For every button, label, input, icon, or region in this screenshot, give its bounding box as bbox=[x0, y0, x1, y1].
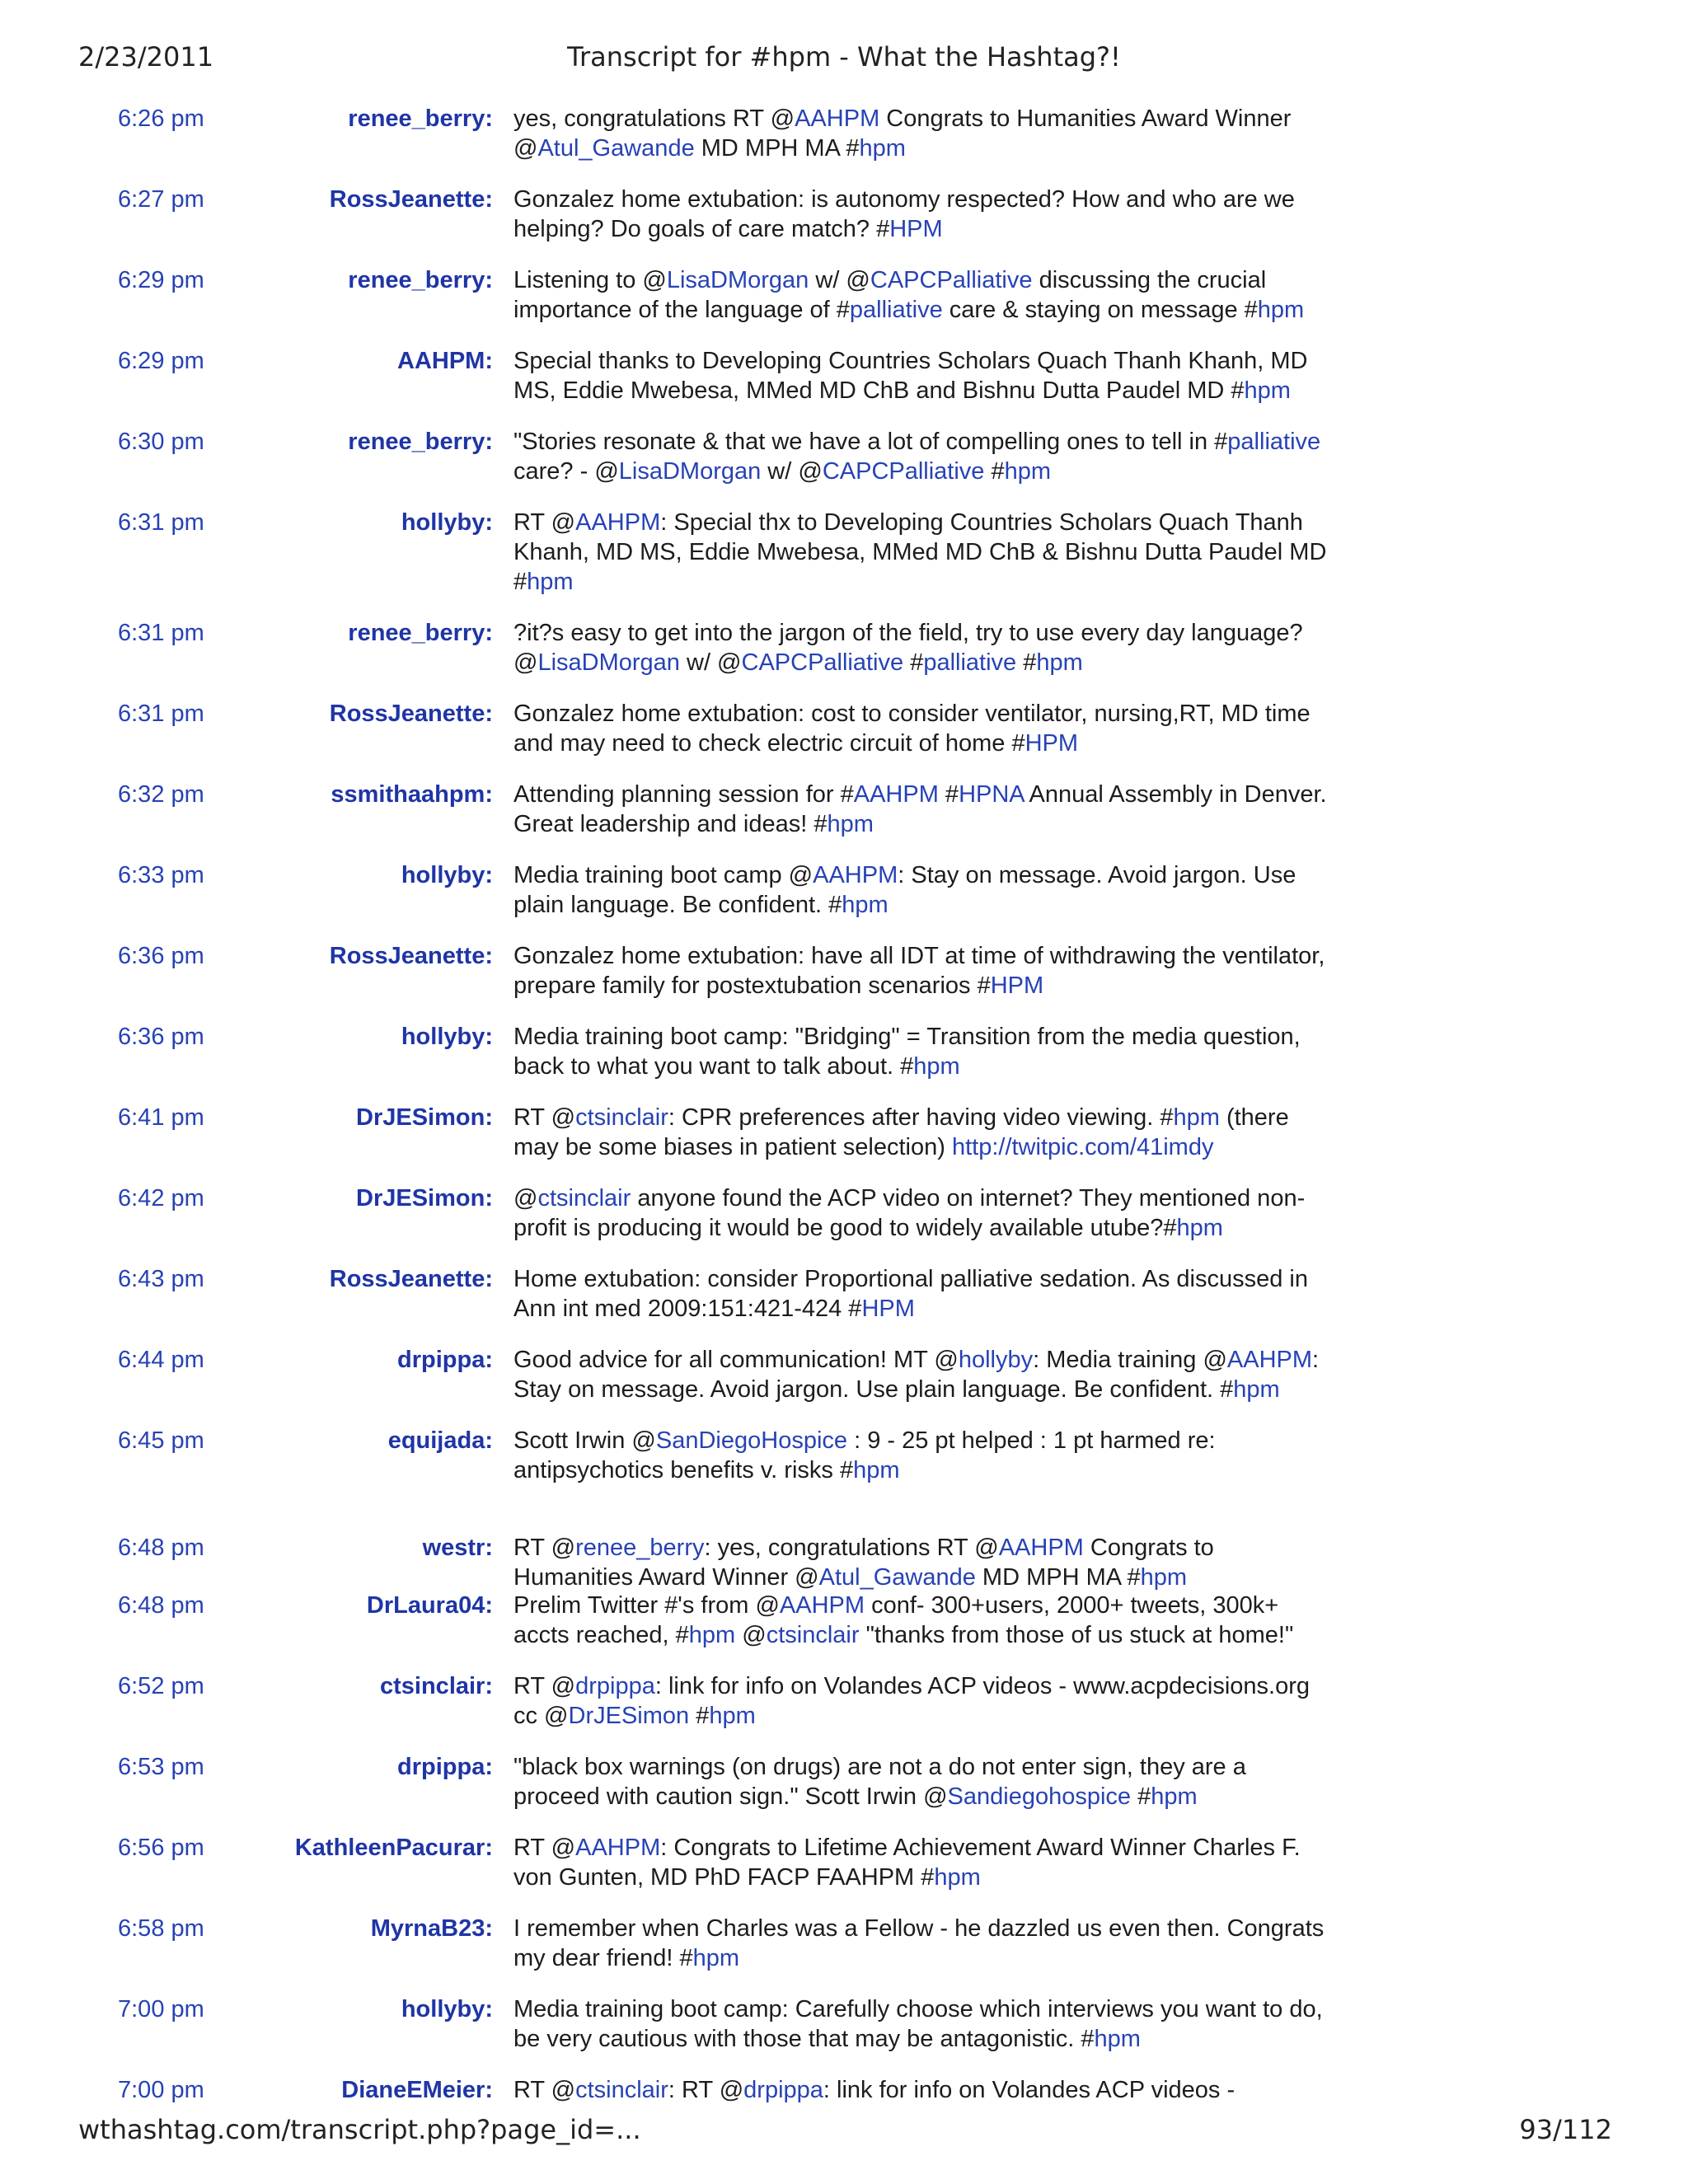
tweet-username[interactable]: drpippa: bbox=[397, 1754, 493, 1780]
tweet-link[interactable]: CAPCPalliative bbox=[822, 458, 985, 485]
tweet-username[interactable]: MyrnaB23: bbox=[370, 1915, 493, 1942]
tweet-link[interactable]: AAHPM bbox=[853, 781, 939, 808]
tweet-text-segment: Media training boot camp: "Bridging" = Transition from the media question, back to what you want to talk about. # bbox=[513, 1024, 1301, 1080]
tweet-username[interactable]: renee_berry: bbox=[348, 429, 493, 455]
tweet-text-segment: RT @ bbox=[513, 1835, 576, 1861]
tweet-link[interactable]: ctsinclair bbox=[575, 2077, 668, 2103]
tweet-link[interactable]: hpm bbox=[1004, 458, 1052, 485]
tweet-username[interactable]: DrJESimon: bbox=[356, 1104, 493, 1131]
tweet-text-segment: anyone found the ACP video on internet? They mentioned non-profit is producing it would be good to widely available utube?# bbox=[513, 1185, 1306, 1241]
tweet-time[interactable]: 6:53 pm bbox=[118, 1754, 204, 1780]
tweet-link[interactable]: ctsinclair bbox=[537, 1185, 631, 1212]
tweet-text bbox=[513, 618, 1338, 677]
tweet-text-segment: Congrats to Humanities Award Winner @ bbox=[513, 105, 1292, 162]
tweet-link[interactable]: HPNA bbox=[959, 781, 1025, 808]
tweet-link[interactable]: LisaDMorgan bbox=[537, 649, 680, 676]
tweet-time[interactable]: 6:58 pm bbox=[118, 1915, 204, 1942]
tweet-text bbox=[513, 265, 1338, 325]
tweet-text-segment: RT @ bbox=[513, 2077, 576, 2103]
tweet-link[interactable]: Atul_Gawande bbox=[537, 135, 695, 162]
tweet-link[interactable]: ctsinclair bbox=[575, 1104, 668, 1131]
tweet-time[interactable]: 6:29 pm bbox=[118, 348, 204, 374]
tweet-text-segment: MD MPH MA # bbox=[694, 135, 860, 162]
tweet-link[interactable]: HPM bbox=[861, 1296, 915, 1322]
tweet-text-segment: RT @ bbox=[513, 1535, 576, 1561]
tweet-username[interactable]: hollyby: bbox=[401, 862, 493, 888]
tweet-text-segment: Annual Assembly in Denver. Great leadership and ideas! # bbox=[513, 781, 1327, 837]
tweet-text-segment: : yes, congratulations RT @ bbox=[704, 1535, 999, 1561]
tweet-time[interactable]: 6:48 pm bbox=[118, 1592, 204, 1619]
tweet-time[interactable]: 6:27 pm bbox=[118, 186, 204, 213]
tweet-text bbox=[513, 508, 1338, 597]
tweet-text-segment: # bbox=[1131, 1783, 1151, 1810]
tweet-text-segment: Media training boot camp @ bbox=[513, 862, 814, 888]
page-title: Transcript for #hpm - What the Hashtag?! bbox=[567, 41, 1121, 73]
tweet-text-segment: : Media training @ bbox=[1033, 1347, 1227, 1373]
tweet-time[interactable]: 6:32 pm bbox=[118, 781, 204, 808]
tweet-text-segment: Media training boot camp: Carefully choose which interviews you want to do, be very cautious with those that may be antagonistic. # bbox=[513, 1996, 1323, 2052]
tweet-text-segment: care? - @ bbox=[513, 458, 619, 485]
tweet-text-segment: yes, congratulations RT @ bbox=[513, 105, 795, 132]
tweet-text-segment: Home extubation: consider Proportional palliative sedation. As discussed in Ann int med 2009:151:421-424 # bbox=[513, 1266, 1308, 1322]
tweet-time[interactable]: 6:29 pm bbox=[118, 267, 204, 293]
tweet-time[interactable]: 6:36 pm bbox=[118, 943, 204, 969]
tweet-text bbox=[513, 1833, 1338, 1892]
tweet-time[interactable]: 6:31 pm bbox=[118, 620, 204, 646]
tweet-time[interactable]: 6:44 pm bbox=[118, 1347, 204, 1373]
tweet-username[interactable]: RossJeanette: bbox=[329, 186, 493, 213]
tweet-text-segment: Congrats to Humanities Award Winner @ bbox=[513, 1535, 1214, 1591]
tweet-text-segment: # bbox=[984, 458, 1005, 485]
tweet-link[interactable]: HPM bbox=[1025, 730, 1079, 757]
tweet-text-segment: (there may be some biases in patient selection) bbox=[513, 1104, 1289, 1160]
tweet-text-segment: # bbox=[689, 1703, 710, 1729]
tweet-text-segment: : Congrats to Lifetime Achievement Award Winner Charles F. von Gunten, MD PhD FACP FAAHPM # bbox=[513, 1835, 1301, 1891]
tweet-username[interactable]: ssmithaahpm: bbox=[331, 781, 493, 808]
tweet-link[interactable]: AAHPM bbox=[575, 1835, 661, 1861]
tweet-text bbox=[513, 1752, 1338, 1811]
tweet-link[interactable]: hpm bbox=[913, 1053, 960, 1080]
tweet-username[interactable]: hollyby: bbox=[401, 509, 493, 536]
tweet-link[interactable]: hpm bbox=[527, 569, 574, 595]
tweet-text-segment: : RT @ bbox=[668, 2077, 744, 2103]
tweet-link[interactable]: palliative bbox=[1227, 429, 1321, 455]
tweet-text-segment: "Stories resonate & that we have a lot of compelling ones to tell in # bbox=[513, 429, 1228, 455]
tweet-username[interactable]: renee_berry: bbox=[348, 105, 493, 132]
tweet-time[interactable]: 6:56 pm bbox=[118, 1835, 204, 1861]
tweet-username[interactable]: hollyby: bbox=[401, 1024, 493, 1050]
tweet-text-segment: @ bbox=[513, 1185, 538, 1212]
tweet-text-segment: I remember when Charles was a Fellow - he dazzled us even then. Congrats my dear friend! # bbox=[513, 1915, 1325, 1971]
tweet-link[interactable]: palliative bbox=[923, 649, 1017, 676]
tweet-text-segment: RT @ bbox=[513, 509, 576, 536]
tweet-text bbox=[513, 1591, 1338, 1650]
tweet-time[interactable]: 6:31 pm bbox=[118, 701, 204, 727]
tweet-text-segment: : CPR preferences after having video viewing. # bbox=[668, 1104, 1174, 1131]
tweet-text bbox=[513, 1103, 1338, 1162]
tweet-text bbox=[513, 1533, 1338, 1592]
tweet-link[interactable]: CAPCPalliative bbox=[870, 267, 1033, 293]
tweet-link[interactable]: drpippa bbox=[575, 1673, 655, 1699]
tweet-username[interactable]: equijada: bbox=[387, 1427, 493, 1454]
tweet-username[interactable]: renee_berry: bbox=[348, 267, 493, 293]
tweet-link[interactable]: hpm bbox=[1233, 1376, 1280, 1403]
tweet-text-segment: ?it?s easy to get into the jargon of the field, try to use every day language? @ bbox=[513, 620, 1303, 676]
tweet-time[interactable]: 6:42 pm bbox=[118, 1185, 204, 1212]
tweet-text-segment: w/ @ bbox=[761, 458, 823, 485]
tweet-link[interactable]: hpm bbox=[1176, 1215, 1223, 1241]
tweet-link[interactable]: hpm bbox=[1036, 649, 1083, 676]
tweet-username[interactable]: DrJESimon: bbox=[356, 1185, 493, 1212]
tweet-text-segment: conf- 300+users, 2000+ tweets, 300k+ accts reached, # bbox=[513, 1592, 1279, 1648]
tweet-text-segment: # bbox=[903, 649, 924, 676]
tweet-link[interactable]: LisaDMorgan bbox=[618, 458, 762, 485]
tweet-text bbox=[513, 346, 1338, 405]
tweet-time[interactable]: 7:00 pm bbox=[118, 1996, 204, 2022]
tweet-text bbox=[513, 427, 1338, 486]
tweet-link[interactable]: AAHPM bbox=[813, 862, 898, 888]
tweet-link[interactable]: renee_berry bbox=[575, 1535, 705, 1561]
tweet-text bbox=[513, 699, 1338, 758]
tweet-link[interactable]: hpm bbox=[859, 135, 906, 162]
page-number: 93/112 bbox=[1519, 2114, 1612, 2145]
tweet-text-segment: : Stay on message. Avoid jargon. Use plain language. Be confident. # bbox=[513, 1347, 1320, 1403]
tweet-time[interactable]: 6:43 pm bbox=[118, 1266, 204, 1292]
tweet-text-segment: : Stay on message. Avoid jargon. Use plain language. Be confident. # bbox=[513, 862, 1296, 918]
tweet-text bbox=[513, 1022, 1338, 1081]
tweet-text-segment: MD MPH MA # bbox=[975, 1564, 1141, 1591]
tweet-link[interactable]: hpm bbox=[1140, 1564, 1188, 1591]
tweet-text-segment: Attending planning session for # bbox=[513, 781, 854, 808]
tweet-link[interactable]: hpm bbox=[1094, 2026, 1141, 2052]
tweet-username[interactable]: RossJeanette: bbox=[329, 1266, 493, 1292]
tweet-time[interactable]: 6:31 pm bbox=[118, 509, 204, 536]
tweet-link[interactable]: hollyby bbox=[958, 1347, 1034, 1373]
tweet-text-segment: # bbox=[1016, 649, 1037, 676]
tweet-username[interactable]: DianeEMeier: bbox=[341, 2077, 493, 2103]
tweet-link[interactable]: LisaDMorgan bbox=[666, 267, 809, 293]
tweet-time[interactable]: 6:36 pm bbox=[118, 1024, 204, 1050]
tweet-link[interactable]: AAHPM bbox=[575, 509, 661, 536]
tweet-link[interactable]: hpm bbox=[1173, 1104, 1220, 1131]
tweet-text-segment: w/ @ bbox=[679, 649, 742, 676]
tweet-text bbox=[513, 860, 1338, 920]
tweet-text-segment: # bbox=[938, 781, 959, 808]
tweet-link[interactable]: SanDiegoHospice bbox=[655, 1427, 848, 1454]
tweet-link[interactable]: DrJESimon bbox=[568, 1703, 690, 1729]
tweet-text-segment: : link for info on Volandes ACP videos - bbox=[823, 2077, 1236, 2103]
tweet-link[interactable]: http://twitpic.com/41imdy bbox=[951, 1134, 1214, 1160]
tweet-time[interactable]: 7:00 pm bbox=[118, 2077, 204, 2103]
tweet-text-segment: w/ @ bbox=[809, 267, 870, 293]
tweet-time[interactable]: 6:45 pm bbox=[118, 1427, 204, 1454]
tweet-link[interactable]: hpm bbox=[688, 1622, 736, 1648]
tweet-text-segment: @ bbox=[735, 1622, 767, 1648]
tweet-text bbox=[513, 1914, 1338, 1973]
tweet-link[interactable]: hpm bbox=[709, 1703, 756, 1729]
tweet-text-segment: Special thanks to Developing Countries Scholars Quach Thanh Khanh, MD MS, Eddie Mwebesa, MMed MD ChB and Bishnu Dutta Paudel MD # bbox=[513, 348, 1308, 404]
tweet-text-segment: Gonzalez home extubation: have all IDT at time of withdrawing the ventilator, prepare family for postextubation scenarios # bbox=[513, 943, 1325, 999]
tweet-link[interactable]: CAPCPalliative bbox=[741, 649, 904, 676]
tweet-link[interactable]: hpm bbox=[1151, 1783, 1198, 1810]
tweet-time[interactable]: 6:30 pm bbox=[118, 429, 204, 455]
tweet-link[interactable]: AAHPM bbox=[795, 105, 880, 132]
tweet-text-segment: Gonzalez home extubation: is autonomy respected? How and who are we helping? Do goals of care match? # bbox=[513, 186, 1295, 242]
tweet-link[interactable]: ctsinclair bbox=[766, 1622, 860, 1648]
tweet-text-segment: Listening to @ bbox=[513, 267, 667, 293]
tweet-link[interactable]: HPM bbox=[889, 216, 943, 242]
tweet-username[interactable]: RossJeanette: bbox=[329, 701, 493, 727]
tweet-username[interactable]: westr: bbox=[422, 1535, 493, 1561]
tweet-text-segment: discussing the crucial importance of the language of # bbox=[513, 267, 1267, 323]
tweet-text bbox=[513, 1994, 1338, 2054]
tweet-link[interactable]: palliative bbox=[849, 297, 943, 323]
tweet-text bbox=[513, 185, 1338, 244]
footer-url: wthashtag.com/transcript.php?page_id=... bbox=[78, 2114, 641, 2145]
tweet-username[interactable]: drpippa: bbox=[397, 1347, 493, 1373]
tweet-text-segment: RT @ bbox=[513, 1673, 576, 1699]
tweet-text-segment: "black box warnings (on drugs) are not a do not enter sign, they are a proceed with caution sign." Scott Irwin @ bbox=[513, 1754, 1246, 1810]
tweet-link[interactable]: hpm bbox=[692, 1945, 740, 1971]
tweet-text-segment: Scott Irwin @ bbox=[513, 1427, 656, 1454]
tweet-link[interactable]: AAHPM bbox=[1226, 1347, 1313, 1373]
tweet-username[interactable]: hollyby: bbox=[401, 1996, 493, 2022]
tweet-time[interactable]: 6:52 pm bbox=[118, 1673, 204, 1699]
tweet-link[interactable]: hpm bbox=[842, 892, 889, 918]
tweet-username[interactable]: DrLaura04: bbox=[366, 1592, 493, 1619]
tweet-text-segment: Good advice for all communication! MT @ bbox=[513, 1347, 959, 1373]
tweet-text-segment: "thanks from those of us stuck at home!" bbox=[859, 1622, 1294, 1648]
tweet-username[interactable]: KathleenPacurar: bbox=[294, 1835, 493, 1861]
tweet-text bbox=[513, 2075, 1338, 2105]
tweet-text bbox=[513, 1183, 1338, 1243]
tweet-text-segment: Prelim Twitter #'s from @ bbox=[513, 1592, 780, 1619]
tweet-time[interactable]: 6:33 pm bbox=[118, 862, 204, 888]
tweet-link[interactable]: hpm bbox=[934, 1864, 981, 1891]
tweet-link[interactable]: hpm bbox=[1244, 377, 1291, 404]
tweet-link[interactable]: hpm bbox=[853, 1457, 900, 1483]
tweet-time[interactable]: 6:26 pm bbox=[118, 105, 204, 132]
tweet-time[interactable]: 6:41 pm bbox=[118, 1104, 204, 1131]
tweet-username[interactable]: AAHPM: bbox=[397, 348, 493, 374]
tweet-link[interactable]: hpm bbox=[827, 811, 874, 837]
tweet-text-segment: : 9 - 25 pt helped : 1 pt harmed re: antipsychotics benefits v. risks # bbox=[513, 1427, 1216, 1483]
tweet-text bbox=[513, 104, 1338, 163]
tweet-username[interactable]: renee_berry: bbox=[348, 620, 493, 646]
tweet-text-segment: Gonzalez home extubation: cost to consider ventilator, nursing,RT, MD time and may need to check electric circuit of home # bbox=[513, 701, 1311, 757]
tweet-link[interactable]: AAHPM bbox=[779, 1592, 865, 1619]
print-date: 2/23/2011 bbox=[78, 41, 214, 73]
tweet-text-segment: : link for info on Volandes ACP videos - www.acpdecisions.org cc @ bbox=[513, 1673, 1311, 1729]
tweet-text-segment: RT @ bbox=[513, 1104, 576, 1131]
tweet-text bbox=[513, 780, 1338, 839]
tweet-username[interactable]: ctsinclair: bbox=[380, 1673, 493, 1699]
tweet-link[interactable]: Atul_Gawande bbox=[818, 1564, 976, 1591]
tweet-text bbox=[513, 1426, 1338, 1485]
tweet-link[interactable]: HPM bbox=[990, 972, 1044, 999]
tweet-link[interactable]: AAHPM bbox=[998, 1535, 1084, 1561]
tweet-text-segment: care & staying on message # bbox=[942, 297, 1258, 323]
tweet-link[interactable]: hpm bbox=[1257, 297, 1305, 323]
tweet-text bbox=[513, 1671, 1338, 1731]
tweet-username[interactable]: RossJeanette: bbox=[329, 943, 493, 969]
tweet-link[interactable]: drpippa bbox=[743, 2077, 823, 2103]
tweet-text bbox=[513, 941, 1338, 1001]
tweet-time[interactable]: 6:48 pm bbox=[118, 1535, 204, 1561]
tweet-link[interactable]: Sandiegohospice bbox=[947, 1783, 1132, 1810]
tweet-text-segment: : Special thx to Developing Countries Scholars Quach Thanh Khanh, MD MS, Eddie Mwebesa, MMed MD ChB & Bishnu Dutta Paudel MD # bbox=[513, 509, 1327, 595]
tweet-text bbox=[513, 1264, 1338, 1324]
tweet-text bbox=[513, 1345, 1338, 1404]
